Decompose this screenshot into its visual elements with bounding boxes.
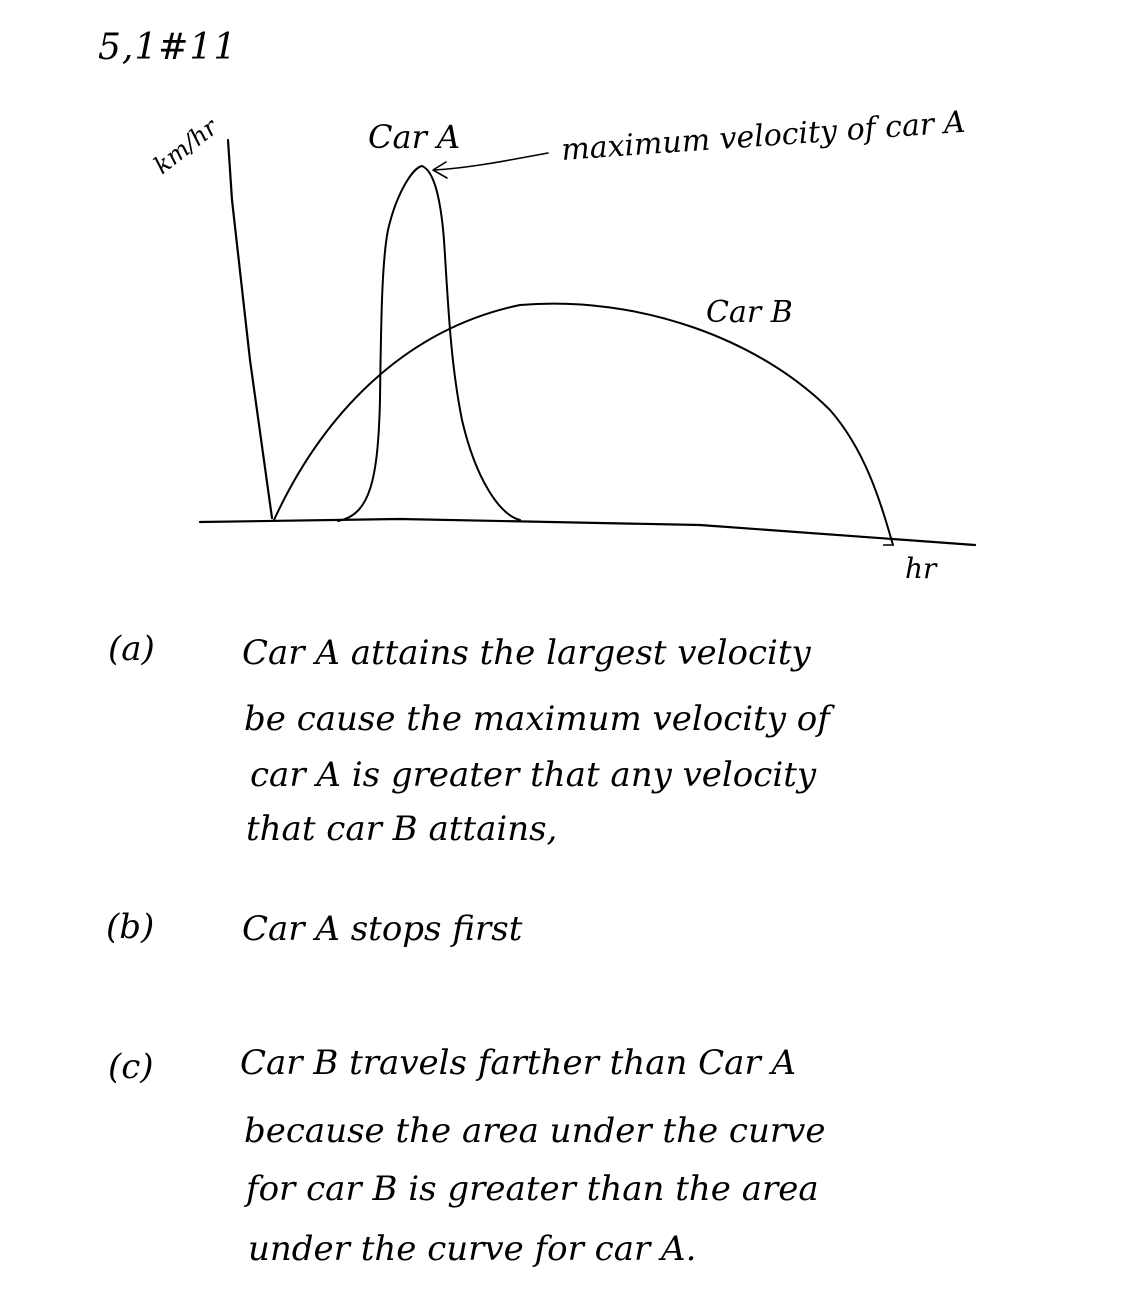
velocity-graph <box>0 0 1132 600</box>
answer-a-line-4: that car B attains, <box>246 809 558 849</box>
answer-a-line-3: car A is greater that any velocity <box>250 755 817 795</box>
problem-label: 5,1#11 <box>98 27 238 68</box>
car-a-label: Car A <box>368 118 461 156</box>
answer-b-line-1: Car A stops first <box>242 909 523 949</box>
answer-a-label: (a) <box>108 629 155 669</box>
x-axis <box>200 519 975 545</box>
y-axis <box>228 140 272 518</box>
x-axis-label: hr <box>905 552 937 585</box>
car-b-curve <box>274 304 893 545</box>
car-b-label: Car B <box>706 295 793 330</box>
answer-a-line-1: Car A attains the largest velocity <box>242 633 811 673</box>
answer-c-line-4: under the curve for car A. <box>248 1229 697 1269</box>
car-a-curve <box>338 166 520 521</box>
answer-c-line-2: because the area under the curve <box>244 1111 826 1151</box>
answer-a-line-2: be cause the maximum velocity of <box>244 699 830 739</box>
answer-c-label: (c) <box>108 1047 154 1087</box>
answer-b-label: (b) <box>106 907 155 947</box>
y-axis-label: km/hr <box>148 113 223 180</box>
answer-c-line-3: for car B is greater than the area <box>246 1169 819 1209</box>
annotation-label: maximum velocity of car A <box>560 104 967 168</box>
answer-c-line-1: Car B travels farther than Car A <box>240 1043 797 1083</box>
